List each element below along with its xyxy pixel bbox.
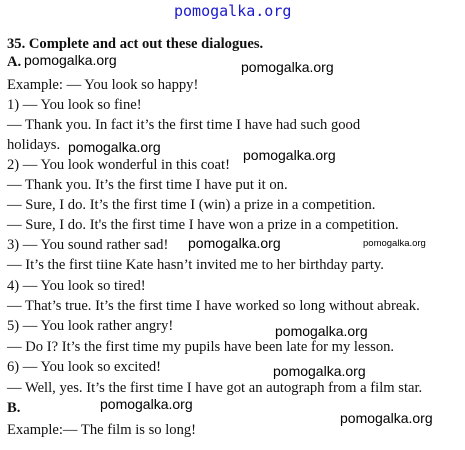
dialogue-line: — Well, yes. It’s the first time I have got an autograph from a film star. — [7, 380, 423, 396]
dialogue-line: 6) — You look so excited! — [7, 359, 162, 375]
watermark: pomogalka.org — [273, 363, 366, 379]
watermark: pomogalka.org — [188, 235, 281, 251]
section-b-label: B. — [7, 400, 21, 416]
watermark: pomogalka.org — [68, 139, 161, 155]
dialogue-line: 4) — You look so tired! — [7, 278, 146, 294]
watermark: pomogalka.org — [243, 147, 336, 163]
dialogue-line: 5) — You look rather angry! — [7, 318, 174, 334]
dialogue-line: 1) — You look so fine! — [7, 97, 142, 113]
dialogue-line: — Thank you. In fact it’s the first time I have had such good — [7, 117, 361, 133]
watermark: pomogalka.org — [24, 52, 117, 68]
dialogue-line: — It’s the first tiine Kate hasn’t invited me to her birthday party. — [7, 257, 384, 273]
dialogue-line: — Sure, I do. It’s the first time I (win) a prize in a competition. — [7, 197, 376, 213]
example-b-line: Example:— The film is so long! — [7, 422, 197, 438]
dialogue-line: — Do I? It’s the first time my pupils have been late for my lesson. — [7, 339, 395, 355]
site-header-watermark: pomogalka.org — [174, 2, 292, 20]
watermark: pomogalka.org — [340, 410, 433, 426]
watermark: pomogalka.org — [363, 238, 426, 249]
section-a-label: A. — [7, 54, 22, 70]
dialogue-line: 3) — You sound rather sad! — [7, 237, 169, 253]
dialogue-line: holidays. — [7, 137, 61, 153]
dialogue-line: — That’s true. It’s the first time I have worked so long without abreak. — [7, 298, 420, 314]
dialogue-line: — Sure, I do. It's the first time I have won a prize in a competition. — [7, 217, 399, 233]
watermark: pomogalka.org — [275, 323, 368, 339]
watermark: pomogalka.org — [100, 396, 193, 412]
watermark: pomogalka.org — [241, 59, 334, 75]
dialogue-line: 2) — You look wonderful in this coat! — [7, 157, 230, 173]
dialogue-line: — Thank you. It’s the first time I have put it on. — [7, 177, 288, 193]
dialogue-line: Example: — You look so happy! — [7, 77, 199, 93]
exercise-heading: 35. Complete and act out these dialogues. — [7, 36, 264, 52]
